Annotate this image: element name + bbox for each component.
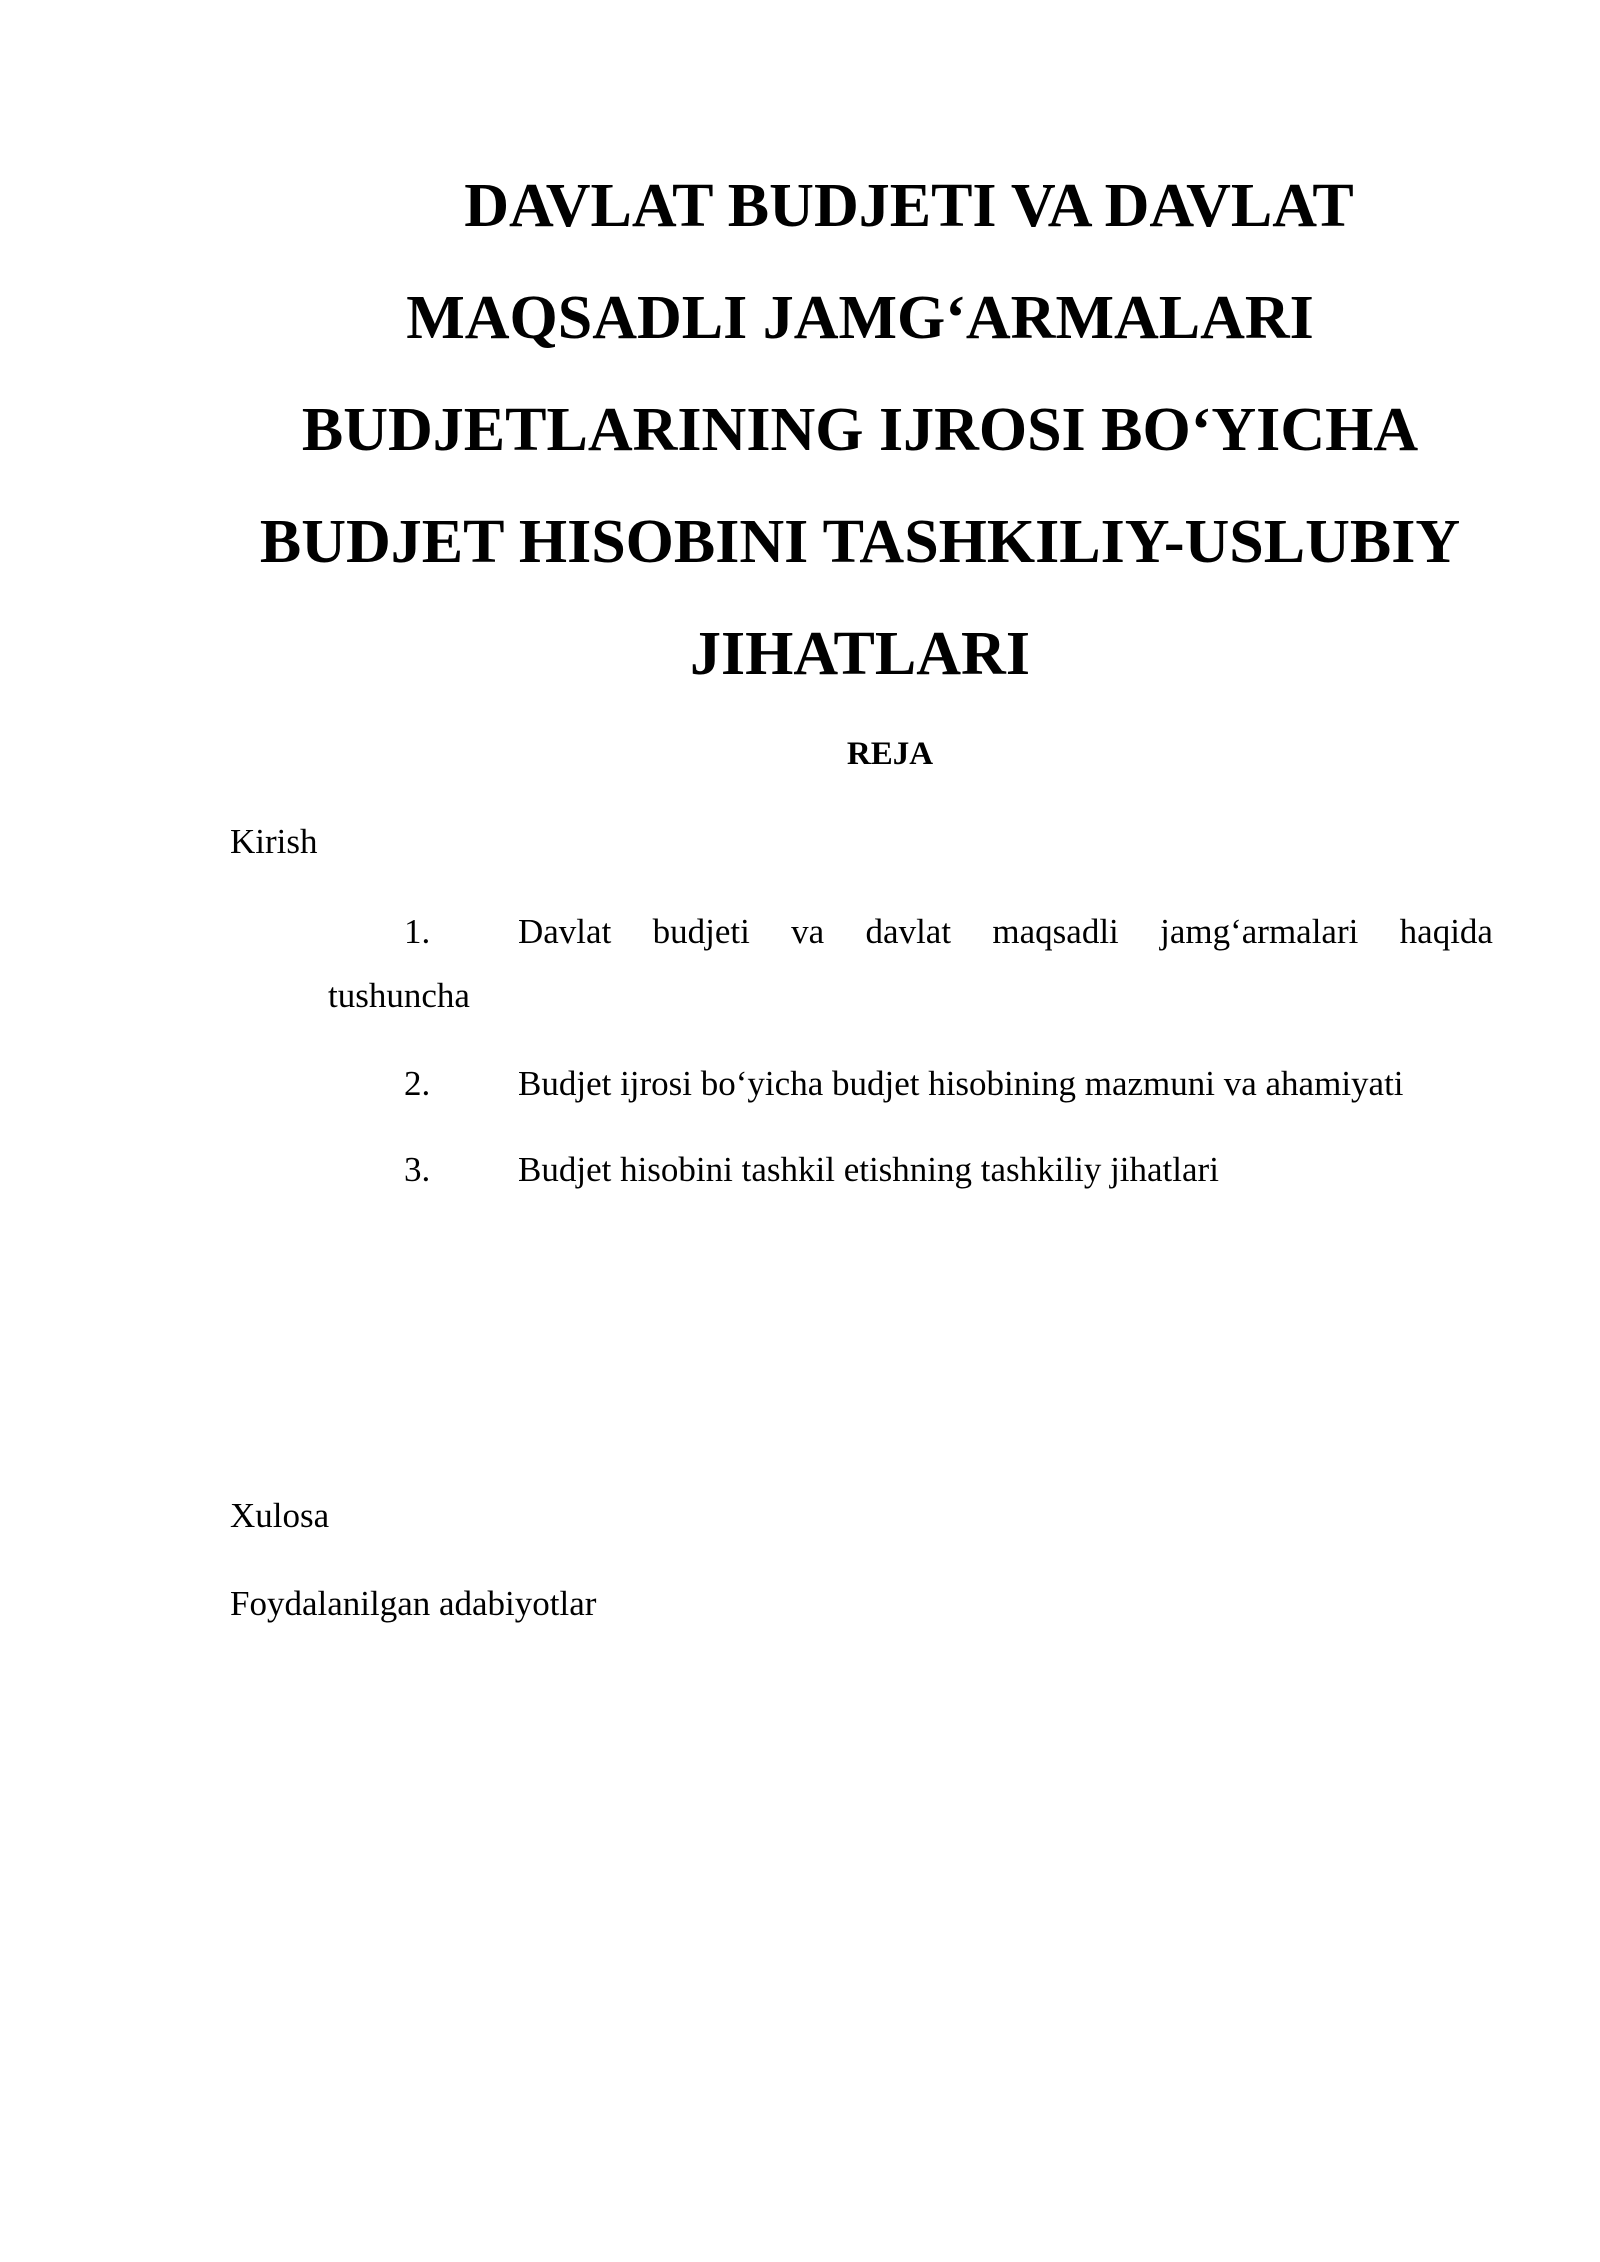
- conclusion-item: Xulosa: [230, 1496, 330, 1535]
- plan-word: budjeti: [652, 912, 750, 951]
- document-title: [215, 150, 1505, 710]
- plan-item-number: 1.: [404, 912, 431, 951]
- plan-word: jamg‘armalari: [1160, 912, 1359, 951]
- plan-item-text: [328, 900, 1493, 964]
- plan-item-number: 3.: [404, 1150, 431, 1189]
- plan-item-1: [328, 900, 1493, 1028]
- references-item: Foydalanilgan adabiyotlar: [230, 1584, 597, 1623]
- plan-word: Davlat: [518, 912, 612, 951]
- plan-item-continuation: tushuncha: [328, 976, 470, 1015]
- title-line-1: DAVLAT BUDJETI VA DAVLAT: [464, 172, 1354, 240]
- plan-item-text: Budjet ijrosi bo‘yicha budjet hisobining mazmuni va ahamiyati: [518, 1064, 1404, 1103]
- intro-item: Kirish: [230, 822, 318, 861]
- plan-heading: REJA: [846, 736, 934, 772]
- title-line-2: MAQSADLI JAMG‘ARMALARI: [406, 284, 1314, 352]
- plan-word: davlat: [865, 912, 952, 951]
- title-line-4: BUDJET HISOBINI TASHKILIY-USLUBIY: [259, 508, 1461, 576]
- plan-word: maqsadli: [992, 912, 1119, 951]
- plan-item-3: [328, 1138, 1493, 1202]
- title-line-5: JIHATLARI: [690, 620, 1030, 688]
- plan-word: haqida: [1399, 912, 1493, 951]
- title-line-3: BUDJETLARINING IJROSI BO‘YICHA: [301, 396, 1419, 464]
- plan-item-text: Budjet hisobini tashkil etishning tashkiliy jihatlari: [518, 1150, 1219, 1189]
- plan-item-number: 2.: [404, 1064, 431, 1103]
- plan-item-2: [328, 1052, 1493, 1116]
- plan-word: va: [791, 912, 825, 951]
